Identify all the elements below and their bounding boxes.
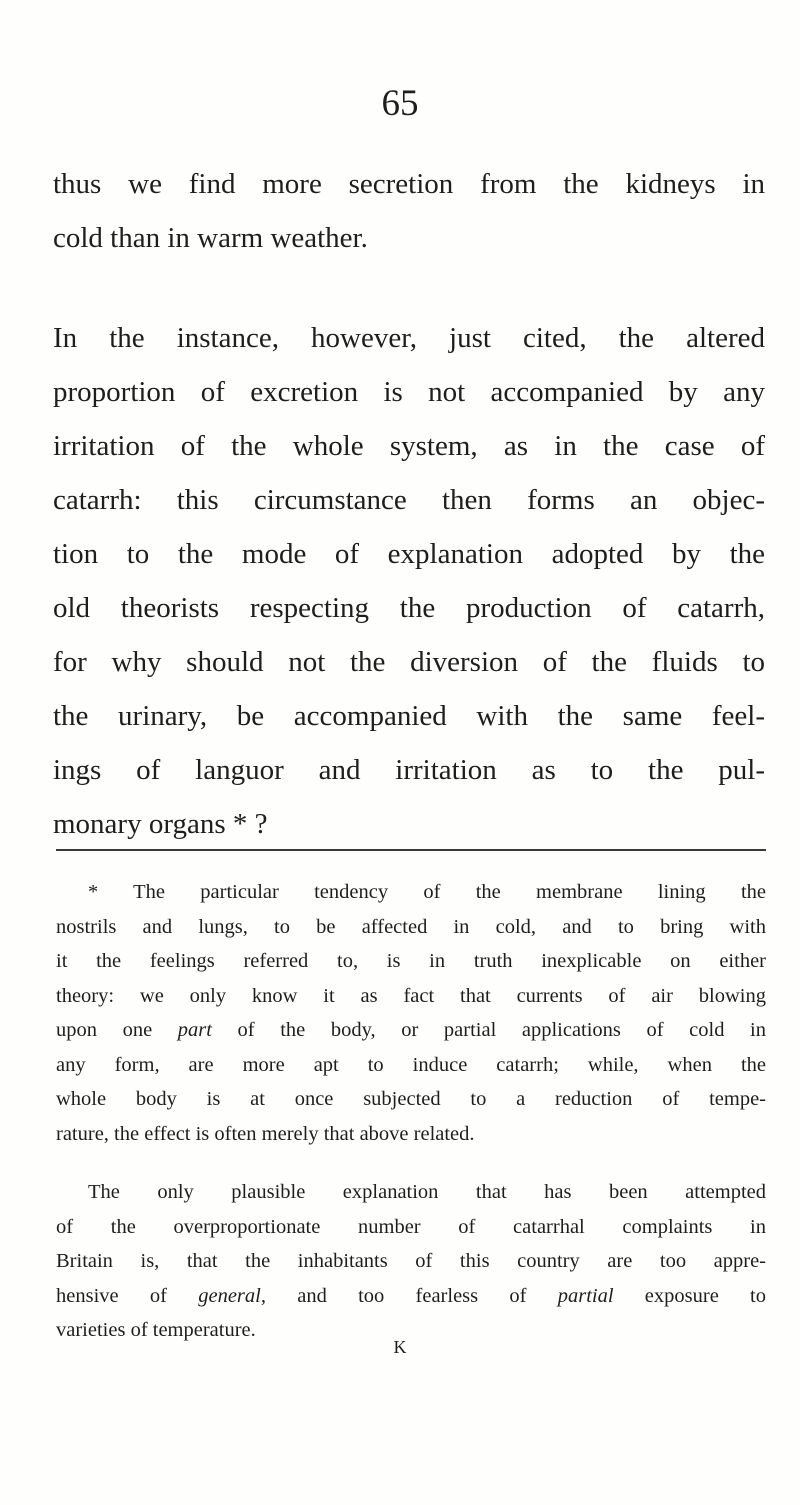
footnote-line: rature, the effect is often merely that above related. [56,1122,475,1145]
text-line: monary organs * ? [53,808,268,840]
text-line: ings of languor and irritation as to the pul- [53,754,765,786]
note-text: hensive of [56,1284,199,1307]
footnote-line [56,1013,766,1048]
note-text: and too fearless of [265,1284,558,1307]
note-line: varieties of temperature. [56,1319,256,1341]
footnote-line: theory: we only know it as fact that currents of air blowing [56,984,766,1007]
footnote [56,875,766,1151]
footnote-line: any form, are more apt to induce catarrh; while, when the [56,1053,766,1076]
note-paragraph [56,1175,766,1348]
footnote-text: of the body, or partial applications of cold in [211,1019,766,1041]
note-line: of the overproportionate number of catarrhal complaints in [56,1215,766,1238]
paragraph-main [53,311,765,851]
text-line: thus we find more secretion from the kidneys in [53,168,765,200]
note-italic-text: partial [557,1284,614,1307]
text-line: catarrh: this circumstance then forms an objec- [53,484,765,516]
text-line: tion to the mode of explanation adopted by the [53,538,765,570]
text-line: old theorists respecting the production of catarrh, [53,592,765,624]
text-line: irritation of the whole system, as in the case of [53,430,765,462]
note-text: exposure to [613,1284,767,1307]
note-line [56,1279,766,1314]
footnote-line: it the feelings referred to, is in truth inexplicable on either [56,950,766,972]
footnote-line: whole body is at once subjected to a reduction of tempe- [56,1088,766,1110]
footnote-line: nostrils and lungs, to be affected in cold, and to bring with [56,915,766,938]
footnote-text: upon one [56,1019,178,1041]
note-line: Britain is, that the inhabitants of this country are too appre- [56,1250,766,1272]
footnote-divider [56,849,766,851]
text-line: In the instance, however, just cited, the altered [53,322,765,354]
text-line: cold than in warm weather. [53,222,368,254]
text-line: proportion of excretion is not accompanied by any [53,376,765,408]
note-italic-text: general, [198,1284,266,1307]
text-line: for why should not the diversion of the fluids to [53,646,765,678]
text-line: the urinary, be accompanied with the same feel- [53,700,765,732]
footnote-italic-text: part [177,1019,212,1041]
page-number: 65 [381,83,419,124]
note-line: The only plausible explanation that has been attempted [88,1181,766,1203]
paragraph-continued [53,157,765,265]
footnote-line: * The particular tendency of the membrane lining the [88,881,766,903]
signature-mark: K [393,1337,407,1357]
